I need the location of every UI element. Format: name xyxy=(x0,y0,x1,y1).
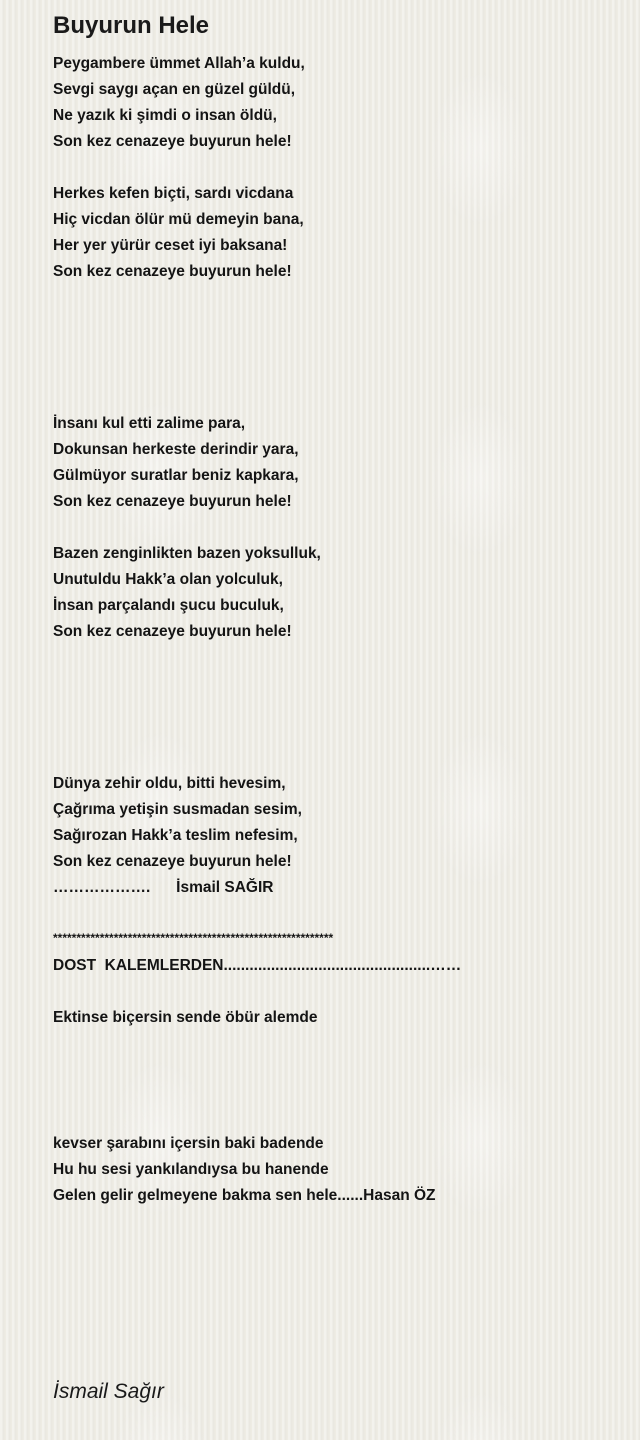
poem-line: Son kez cenazeye buyurun hele! xyxy=(53,263,292,280)
poem-line: Sevgi saygı açan en güzel güldü, xyxy=(53,81,296,98)
poem-line: Çağrıma yetişin susmadan sesim, xyxy=(53,801,302,818)
comment-line: kevser şarabını içersin baki badende xyxy=(53,1135,324,1152)
poem-line: İnsanı kul etti zalime para, xyxy=(53,415,246,432)
comment-line: Hu hu sesi yankılandıysa bu hanende xyxy=(53,1161,329,1178)
section-heading: DOST KALEMLERDEN................................................…… xyxy=(53,957,462,974)
author-name: İsmail Sağır xyxy=(53,1380,164,1403)
poem-line: Peygambere ümmet Allah’a kuldu, xyxy=(53,55,305,72)
poem-line: Son kez cenazeye buyurun hele! xyxy=(53,133,292,150)
poem-line: Dünya zehir oldu, bitti hevesim, xyxy=(53,775,286,792)
poem-line: Son kez cenazeye buyurun hele! xyxy=(53,493,292,510)
comment-line: Ektinse biçersin sende öbür alemde xyxy=(53,1009,318,1026)
poem-line: Herkes kefen biçti, sardı vicdana xyxy=(53,185,294,202)
poem-line: Gülmüyor suratlar beniz kapkara, xyxy=(53,467,299,484)
poem-title: Buyurun Hele xyxy=(53,12,210,39)
poem-line: Son kez cenazeye buyurun hele! xyxy=(53,853,292,870)
poem-line: Son kez cenazeye buyurun hele! xyxy=(53,623,292,640)
poem-line: Dokunsan herkeste derindir yara, xyxy=(53,441,299,458)
poem-line: Ne yazık ki şimdi o insan öldü, xyxy=(53,107,277,124)
poem-line: Sağırozan Hakk’a teslim nefesim, xyxy=(53,827,298,844)
poem-line: Bazen zenginlikten bazen yoksulluk, xyxy=(53,545,321,562)
poem-line: Unutuldu Hakk’a olan yolculuk, xyxy=(53,571,283,588)
poem-line: Hiç vicdan ölür mü demeyin bana, xyxy=(53,211,304,228)
poem-line: İnsan parçalandı şucu buculuk, xyxy=(53,597,284,614)
star-divider: ************************************************************ xyxy=(53,931,334,945)
comment-line: Gelen gelir gelmeyene bakma sen hele......Hasan ÖZ xyxy=(53,1187,436,1204)
poem-signature-line: ………………. İsmail SAĞIR xyxy=(53,879,274,896)
poem-line: Her yer yürür ceset iyi baksana! xyxy=(53,237,288,254)
